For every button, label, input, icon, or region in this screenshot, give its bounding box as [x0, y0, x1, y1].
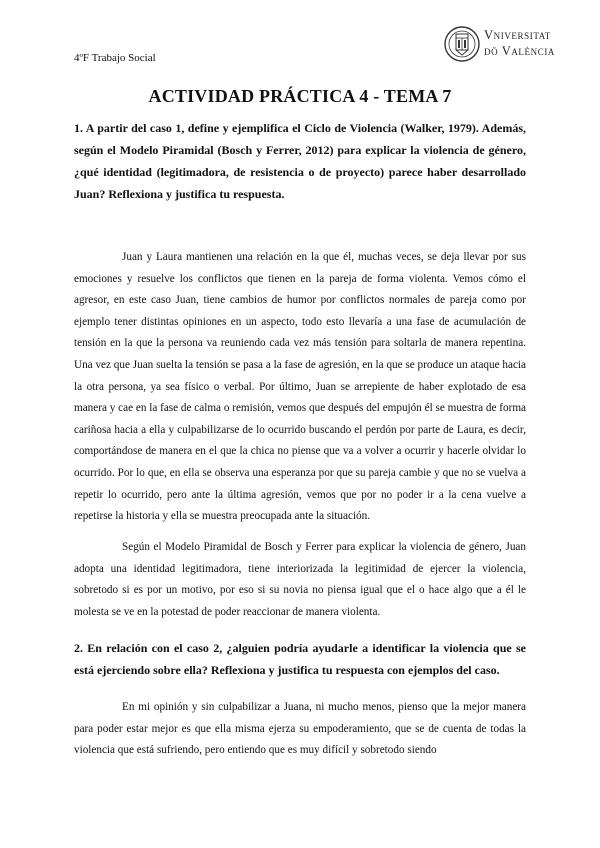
university-seal-icon	[444, 24, 480, 64]
logo-line1: Vniversitat	[484, 28, 551, 42]
university-logo	[444, 24, 580, 64]
question-1: 1. A partir del caso 1, define y ejemplifica el Ciclo de Violencia (Walker, 1979). Además, según el Modelo Piramidal (Bosch y Ferrer, 2012) para explicar la violencia de género, ¿qué identidad (legitimadora, de resistencia o de proyecto) parece haber desarrollado Juan? Reflexiona y justifica tu respuesta.	[74, 121, 526, 201]
answer-1-paragraph-1: Juan y Laura mantienen una relación en la que él, muchas veces, se deja llevar por sus emociones y resuelve los conflictos que tienen en la pareja de forma violenta. Vemos cómo el agresor, en este caso Juan, tiene cambios de humor por conflictos normales de pareja como por ejemplo tener distintas opiniones en un aspecto, todo esto llevaría a una fase de acumulación de tensión en la que la persona va reuniendo cada vez más tensión para soltarla de manera repentina. Una vez que Juan suelta la tensión se pasa a la fase de agresión, en la que se produce un ataque hacia la otra persona, ya sea físico o verbal. Por último, Juan se arrepiente de haber explotado de esa manera y cae en la fase de calma o remisión, vemos que después del empujón él se muestra de forma cariñosa hacia a ella y culpabilizarse de lo ocurrido buscando el perdón por parte de Laura, es decir, comportándose de manera en el que la chica no piense que va a volver a ocurrir y hacerle olvidar lo ocurrido. Por lo que, en ella se observa una esperanza por que su pareja cambie y que no se vuelva a repetir lo ocurrido, pero ante la última agresión, vemos que por no poder ir a la cena vuelve a repetirse la historia y ella se muestra preocupada ante la situación.	[74, 251, 526, 523]
logo-line2: dö València	[484, 44, 556, 58]
course-label: 4ºF Trabajo Social	[74, 52, 156, 64]
university-name	[484, 27, 555, 59]
answer-2-paragraph-1: En mi opinión y sin culpabilizar a Juana, ni mucho menos, pienso que la mejor manera para poder estar mejor es que ella misma ejerza su empoderamiento, que se de cuenta de todas la violencia que está sufriendo, pero entiendo que es muy difícil y sobretodo siendo	[74, 701, 526, 757]
page-title: ACTIVIDAD PRÁCTICA 4 - TEMA 7	[148, 86, 452, 106]
question-2: 2. En relación con el caso 2, ¿alguien podría ayudarle a identificar la violencia que se está ejerciendo sobre ella? Reflexiona y justifica tu respuesta con ejemplos del caso.	[74, 641, 526, 677]
answer-1-paragraph-2: Según el Modelo Piramidal de Bosch y Ferrer para explicar la violencia de género, Juan adopta una identidad legitimadora, tiene interiorizada la legitimidad de ejercer la violencia, sobretodo si es por un motivo, por eso si su novia no piensa igual que el o hace algo que a él le molesta se ve en la potestad de poder reaccionar de manera violenta.	[74, 541, 526, 618]
